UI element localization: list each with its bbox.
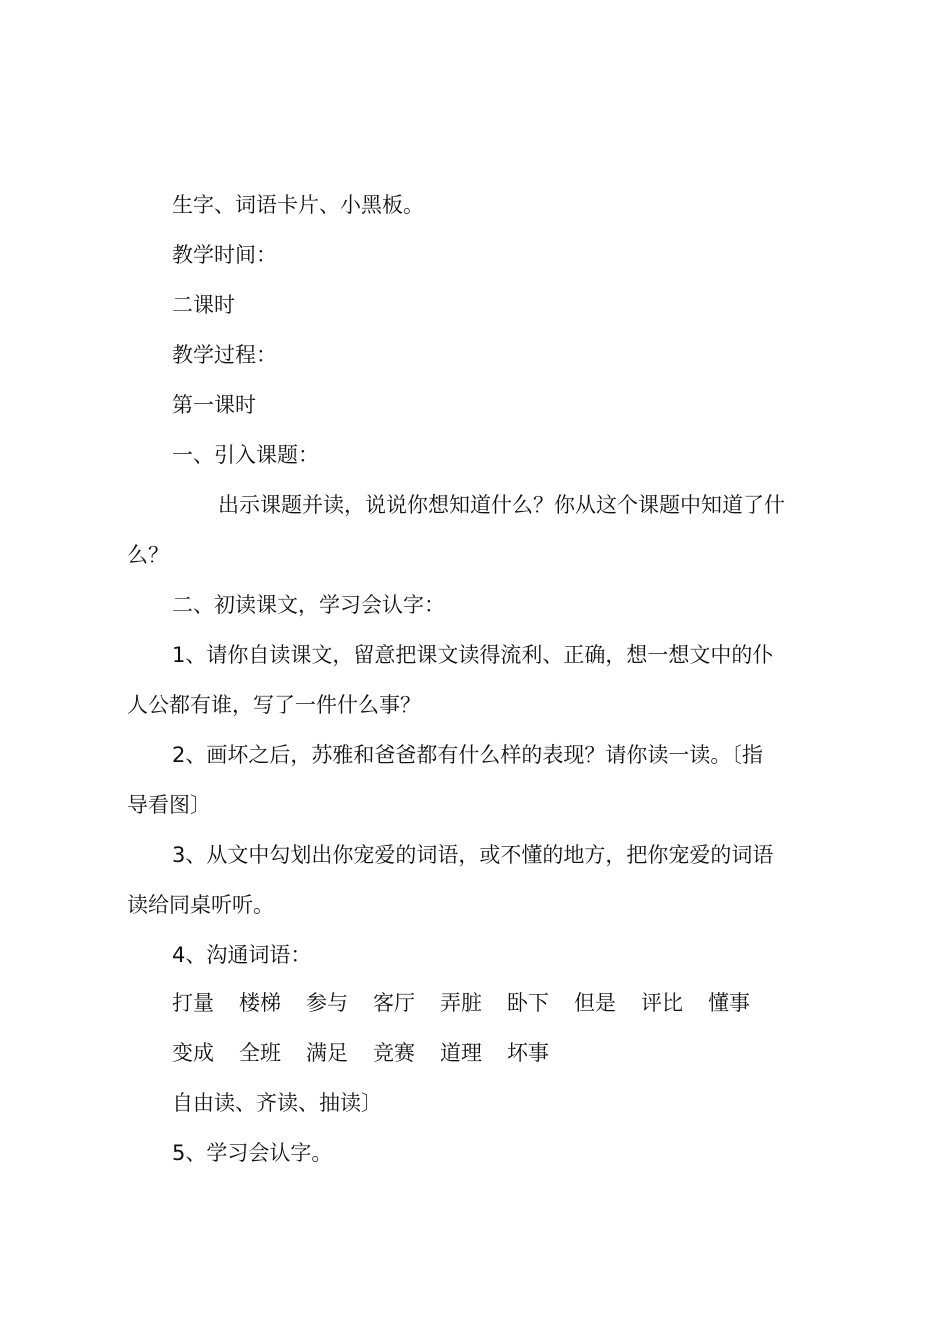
paragraph-line: 人公都有谁，写了一件什么事？: [127, 693, 421, 717]
vocab-word: 坏事: [507, 1041, 549, 1065]
lesson-one-heading: 第一课时: [172, 393, 256, 417]
paragraph-line: 出示课题并读，说说你想知道什么？你从这个课题中知道了什: [218, 493, 785, 517]
paragraph-line: 3、从文中勾划出你宠爱的词语，或不懂的地方，把你宠爱的词语: [172, 843, 774, 867]
vocab-word: 评比: [641, 991, 683, 1015]
vocab-word: 客厅: [373, 991, 415, 1015]
vocab-word: 参与: [306, 991, 348, 1015]
vocab-word: 楼梯: [239, 991, 281, 1015]
vocab-heading: 4、沟通词语：: [172, 943, 312, 967]
step-five-line: 5、学习会认字。: [172, 1141, 333, 1165]
paragraph-line: 导看图〕: [127, 793, 211, 817]
teaching-time-heading: 教学时间：: [172, 243, 277, 267]
paragraph-line: 1、请你自读课文，留意把课文读得流利、正确，想一想文中的仆: [172, 643, 774, 667]
paragraph-line: 2、画坏之后，苏雅和爸爸都有什么样的表现？请你读一读。〔指: [172, 743, 763, 767]
vocab-row-2: [172, 1038, 574, 1068]
vocab-word: 打量: [172, 991, 214, 1015]
paragraph-line: 读给同桌听听。: [127, 893, 274, 917]
materials-line: 生字、词语卡片、小黑板。: [172, 193, 424, 217]
vocab-word: 道理: [440, 1041, 482, 1065]
paragraph-line: 么？: [127, 543, 169, 567]
vocab-word: 但是: [574, 991, 616, 1015]
section-one-heading: 一、引入课题：: [172, 443, 319, 467]
teaching-process-heading: 教学过程：: [172, 343, 277, 367]
vocab-word: 弄脏: [440, 991, 482, 1015]
vocab-word: 懂事: [708, 991, 750, 1015]
teaching-time-value: 二课时: [172, 293, 235, 317]
vocab-word: 卧下: [507, 991, 549, 1015]
vocab-word: 满足: [306, 1041, 348, 1065]
vocab-word: 竞赛: [373, 1041, 415, 1065]
vocab-word: 变成: [172, 1041, 214, 1065]
vocab-word: 全班: [239, 1041, 281, 1065]
vocab-row-1: [172, 988, 775, 1018]
reading-methods-line: 自由读、齐读、抽读〕: [172, 1091, 382, 1115]
section-two-heading: 二、初读课文，学习会认字：: [172, 593, 445, 617]
